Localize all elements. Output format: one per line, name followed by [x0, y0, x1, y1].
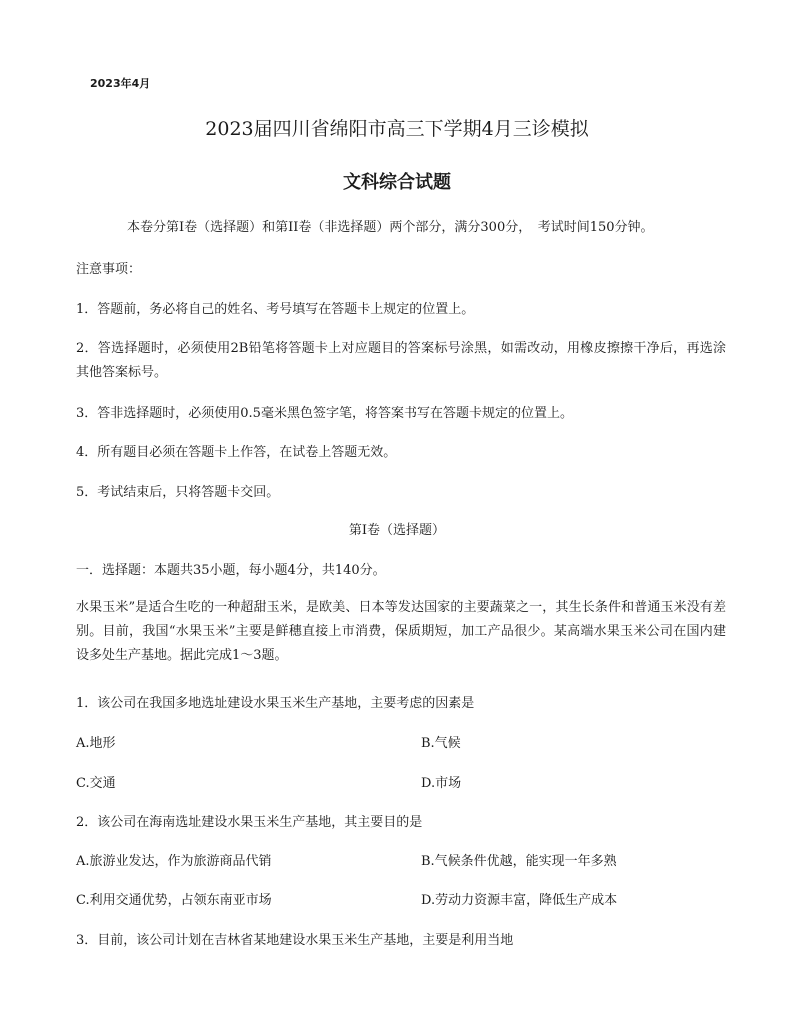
- question-stem: 2．该公司在海南选址建设水果玉米生产基地，其主要目的是: [76, 815, 423, 830]
- question-stem: 1．该公司在我国多地选址建设水果玉米生产基地，主要考虑的因素是: [76, 696, 475, 711]
- part-heading: 一．选择题：本题共35小题，每小题4分，共140分。: [76, 563, 386, 578]
- notice-item: 4．所有题目必须在答题卡上作答，在试卷上答题无效。: [76, 445, 397, 460]
- option-a: A.地形: [76, 736, 116, 751]
- reading-passage: 水果玉米”是适合生吃的一种超甜玉米，是欧美、日本等发达国家的主要蔬菜之一，其生长条件和普通玉米没有差别。目前，我国“水果玉米”主要是鲜穗直接上市消费，保质期短，加工产品很少。某高端水果玉米公司在国内建设多处生产基地。据此完成1～3题。: [76, 600, 726, 663]
- option-c: C.利用交通优势，占领东南亚市场: [76, 893, 272, 908]
- exam-subtitle: 文科综合试题: [343, 172, 451, 193]
- section-title: 第Ⅰ卷（选择题）: [348, 523, 446, 538]
- question-stem: 3．目前，该公司计划在吉林省某地建设水果玉米生产基地，主要是利用当地: [76, 933, 514, 948]
- notice-item: 2．答选择题时，必须使用2B铅笔将答题卡上对应题目的答案标号涂黑，如需改动，用橡皮擦擦干净后，再选涂其他答案标号。: [76, 341, 726, 380]
- option-d: D.劳动力资源丰富，降低生产成本: [421, 893, 618, 908]
- exam-date: 2023年4月: [90, 77, 151, 90]
- exam-title: 2023届四川省绵阳市高三下学期4月三诊模拟: [205, 118, 589, 140]
- option-a: A.旅游业发达，作为旅游商品代销: [76, 854, 272, 869]
- option-b: B.气候: [421, 736, 461, 751]
- option-b: B.气候条件优越，能实现一年多熟: [421, 854, 617, 869]
- exam-intro: 本卷分第Ⅰ卷（选择题）和第ⅠⅠ卷（非选择题）两个部分，满分300分， 考试时间150分钟。: [127, 220, 654, 235]
- notice-item: 3．答非选择题时，必须使用0.5毫米黑色签字笔，将答案书写在答题卡规定的位置上。: [76, 406, 573, 421]
- notice-item: 5．考试结束后，只将答题卡交回。: [76, 485, 280, 500]
- option-d: D.市场: [421, 776, 462, 791]
- option-c: C.交通: [76, 776, 116, 791]
- notice-heading: 注意事项：: [76, 262, 142, 277]
- notice-item: 1．答题前，务必将自己的姓名、考号填写在答题卡上规定的位置上。: [76, 302, 475, 317]
